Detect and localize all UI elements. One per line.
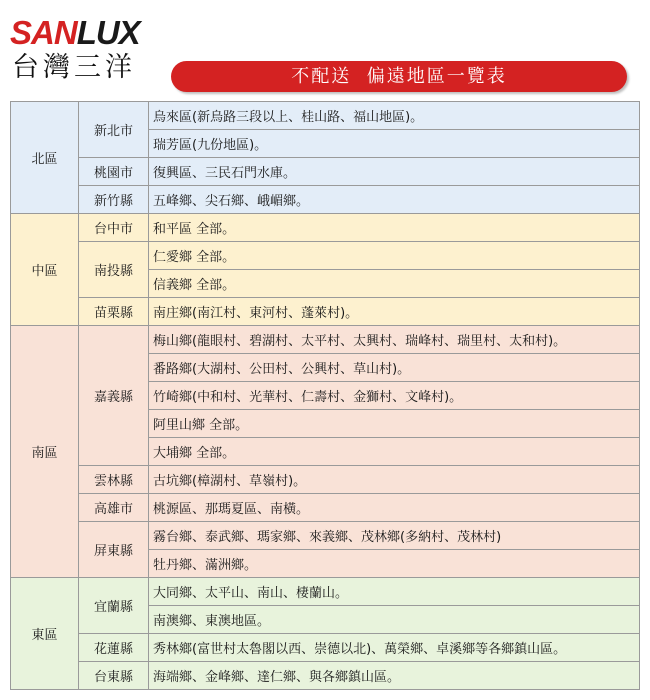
logo-lux: LUX bbox=[76, 14, 140, 51]
city-cell: 桃園市 bbox=[79, 158, 149, 186]
table-row bbox=[11, 466, 640, 494]
area-description: 古坑鄉(樟湖村、草嶺村)。 bbox=[149, 466, 640, 494]
sanlux-logo bbox=[10, 16, 140, 50]
area-description: 大同鄉、太平山、南山、棲蘭山。 bbox=[149, 578, 640, 606]
table-row bbox=[11, 634, 640, 662]
city-cell: 屏東縣 bbox=[79, 522, 149, 578]
table-row bbox=[11, 214, 640, 242]
area-description: 仁愛鄉 全部。 bbox=[149, 242, 640, 270]
area-description: 竹崎鄉(中和村、光華村、仁壽村、金獅村、文峰村)。 bbox=[149, 382, 640, 410]
table-row bbox=[11, 102, 640, 130]
city-cell: 新竹縣 bbox=[79, 186, 149, 214]
page-header bbox=[0, 0, 650, 96]
region-cell: 北區 bbox=[11, 102, 79, 214]
area-description: 霧台鄉、泰武鄉、瑪家鄉、來義鄉、茂林鄉(多納村、茂林村) bbox=[149, 522, 640, 550]
area-description: 烏來區(新烏路三段以上、桂山路、福山地區)。 bbox=[149, 102, 640, 130]
area-description: 阿里山鄉 全部。 bbox=[149, 410, 640, 438]
area-description: 瑞芳區(九份地區)。 bbox=[149, 130, 640, 158]
area-description: 五峰鄉、尖石鄉、峨嵋鄉。 bbox=[149, 186, 640, 214]
region-cell: 中區 bbox=[11, 214, 79, 326]
area-description: 番路鄉(大湖村、公田村、公興村、草山村)。 bbox=[149, 354, 640, 382]
city-cell: 雲林縣 bbox=[79, 466, 149, 494]
area-description: 海端鄉、金峰鄉、達仁鄉、與各鄉鎮山區。 bbox=[149, 662, 640, 690]
area-description: 秀林鄉(富世村太魯閣以西、崇德以北)、萬榮鄉、卓溪鄉等各鄉鎮山區。 bbox=[149, 634, 640, 662]
table-row bbox=[11, 522, 640, 550]
city-cell: 台中市 bbox=[79, 214, 149, 242]
region-cell: 南區 bbox=[11, 326, 79, 578]
area-description: 信義鄉 全部。 bbox=[149, 270, 640, 298]
city-cell: 花蓮縣 bbox=[79, 634, 149, 662]
city-cell: 嘉義縣 bbox=[79, 326, 149, 466]
city-cell: 宜蘭縣 bbox=[79, 578, 149, 634]
city-cell: 高雄市 bbox=[79, 494, 149, 522]
brand-name: 台灣三洋 bbox=[12, 52, 136, 83]
table-row bbox=[11, 298, 640, 326]
area-description: 復興區、三民石門水庫。 bbox=[149, 158, 640, 186]
area-description: 大埔鄉 全部。 bbox=[149, 438, 640, 466]
table-row bbox=[11, 158, 640, 186]
area-description: 梅山鄉(龍眼村、碧湖村、太平村、太興村、瑞峰村、瑞里村、太和村)。 bbox=[149, 326, 640, 354]
table-row bbox=[11, 494, 640, 522]
region-cell: 東區 bbox=[11, 578, 79, 690]
logo-san: SAN bbox=[10, 14, 77, 51]
area-description: 桃源區、那瑪夏區、南橫。 bbox=[149, 494, 640, 522]
table-row bbox=[11, 578, 640, 606]
city-cell: 新北市 bbox=[79, 102, 149, 158]
city-cell: 苗栗縣 bbox=[79, 298, 149, 326]
city-cell: 台東縣 bbox=[79, 662, 149, 690]
area-description: 南澳鄉、東澳地區。 bbox=[149, 606, 640, 634]
area-description: 牡丹鄉、滿洲鄉。 bbox=[149, 550, 640, 578]
table-row bbox=[11, 186, 640, 214]
area-description: 和平區 全部。 bbox=[149, 214, 640, 242]
table-row bbox=[11, 242, 640, 270]
area-description: 南庄鄉(南江村、東河村、蓬萊村)。 bbox=[149, 298, 640, 326]
banner-title: 不配送 偏遠地區一覽表 bbox=[171, 61, 627, 92]
remote-areas-table bbox=[10, 101, 640, 690]
city-cell: 南投縣 bbox=[79, 242, 149, 298]
table-row bbox=[11, 662, 640, 690]
table-row bbox=[11, 326, 640, 354]
